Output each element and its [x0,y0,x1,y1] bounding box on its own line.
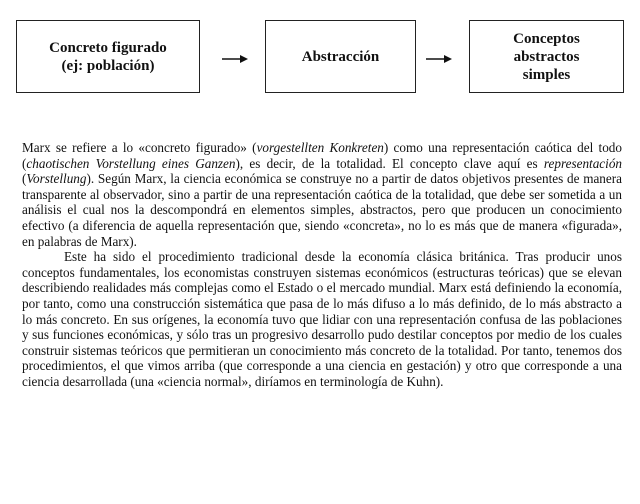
text-run: ). Según Marx, la ciencia económica se construye no a partir de datos objetivos presentes de manera transparente al observador, sino a partir de una representación caótica de la totalidad, que debe ser sometida a un análisis el cual nos la descompondrá en elementos simples, abstractos, pero que producen un conocimiento efectivo (a diferencia de aquella representación que, siendo «concreta», no lo es más que de manera «figurada», en palabras de Marx). [22,171,622,249]
right-arrow-icon [222,54,248,64]
diagram-box-label: Concreto figurado (ej: población) [49,39,167,74]
right-arrow-icon [426,54,452,64]
text-run: ( [22,171,27,187]
text-run-italic: representación [543,155,623,171]
text-run: Marx se refiere a lo «concreto figurado» ( [22,140,257,155]
diagram-box-label: Abstracción [301,48,380,65]
diagram-box-label: Conceptos abstractos simples [513,30,580,83]
text-run-italic: chaotischen Vorstellung eines Ganzen [26,155,236,171]
paragraph-1 [22,140,622,249]
text-run: ), es decir, de la totalidad. El concepto clave aquí es [235,155,544,171]
text-run-italic: vorgestellten Konkreten [256,140,384,155]
text-run: ) como una representación caótica del todo ( [22,140,622,171]
diagram-box-concreto-figurado [16,20,200,93]
paragraph-2: Este ha sido el procedimiento tradicional desde la economía clásica británica. Tras producir unos conceptos fundamentales, los economistas construyen sistemas económicos (estructuras teóricas) que se elevan describiendo realidades más complejas como el Estado o el mercado mundial. Marx está definiendo la economía, por tanto, como una construcción sistemática que pasa de lo más difuso a lo más definido, de lo más abstracto a lo más concreto. En sus orígenes, la economía tuvo que lidiar con una representación confusa de las poblaciones y sus funciones económicas, y sólo tras un progresivo desarrollo pudo destilar conceptos por medio de los cuales construir sistemas teóricos que permitieran un conocimiento más concreto de la totalidad. Por tanto, tenemos dos procedimientos, el que vimos arriba (que corresponde a una ciencia en gestación) y otro que corresponde a una ciencia desarrollada (una «ciencia normal», diríamos en terminología de Kuhn). [22,249,622,389]
process-diagram [0,0,640,110]
diagram-box-conceptos-abstractos [469,20,624,93]
text-run-italic: Vorstellung [26,171,87,187]
body-text [22,140,622,390]
diagram-box-abstraccion [265,20,416,93]
